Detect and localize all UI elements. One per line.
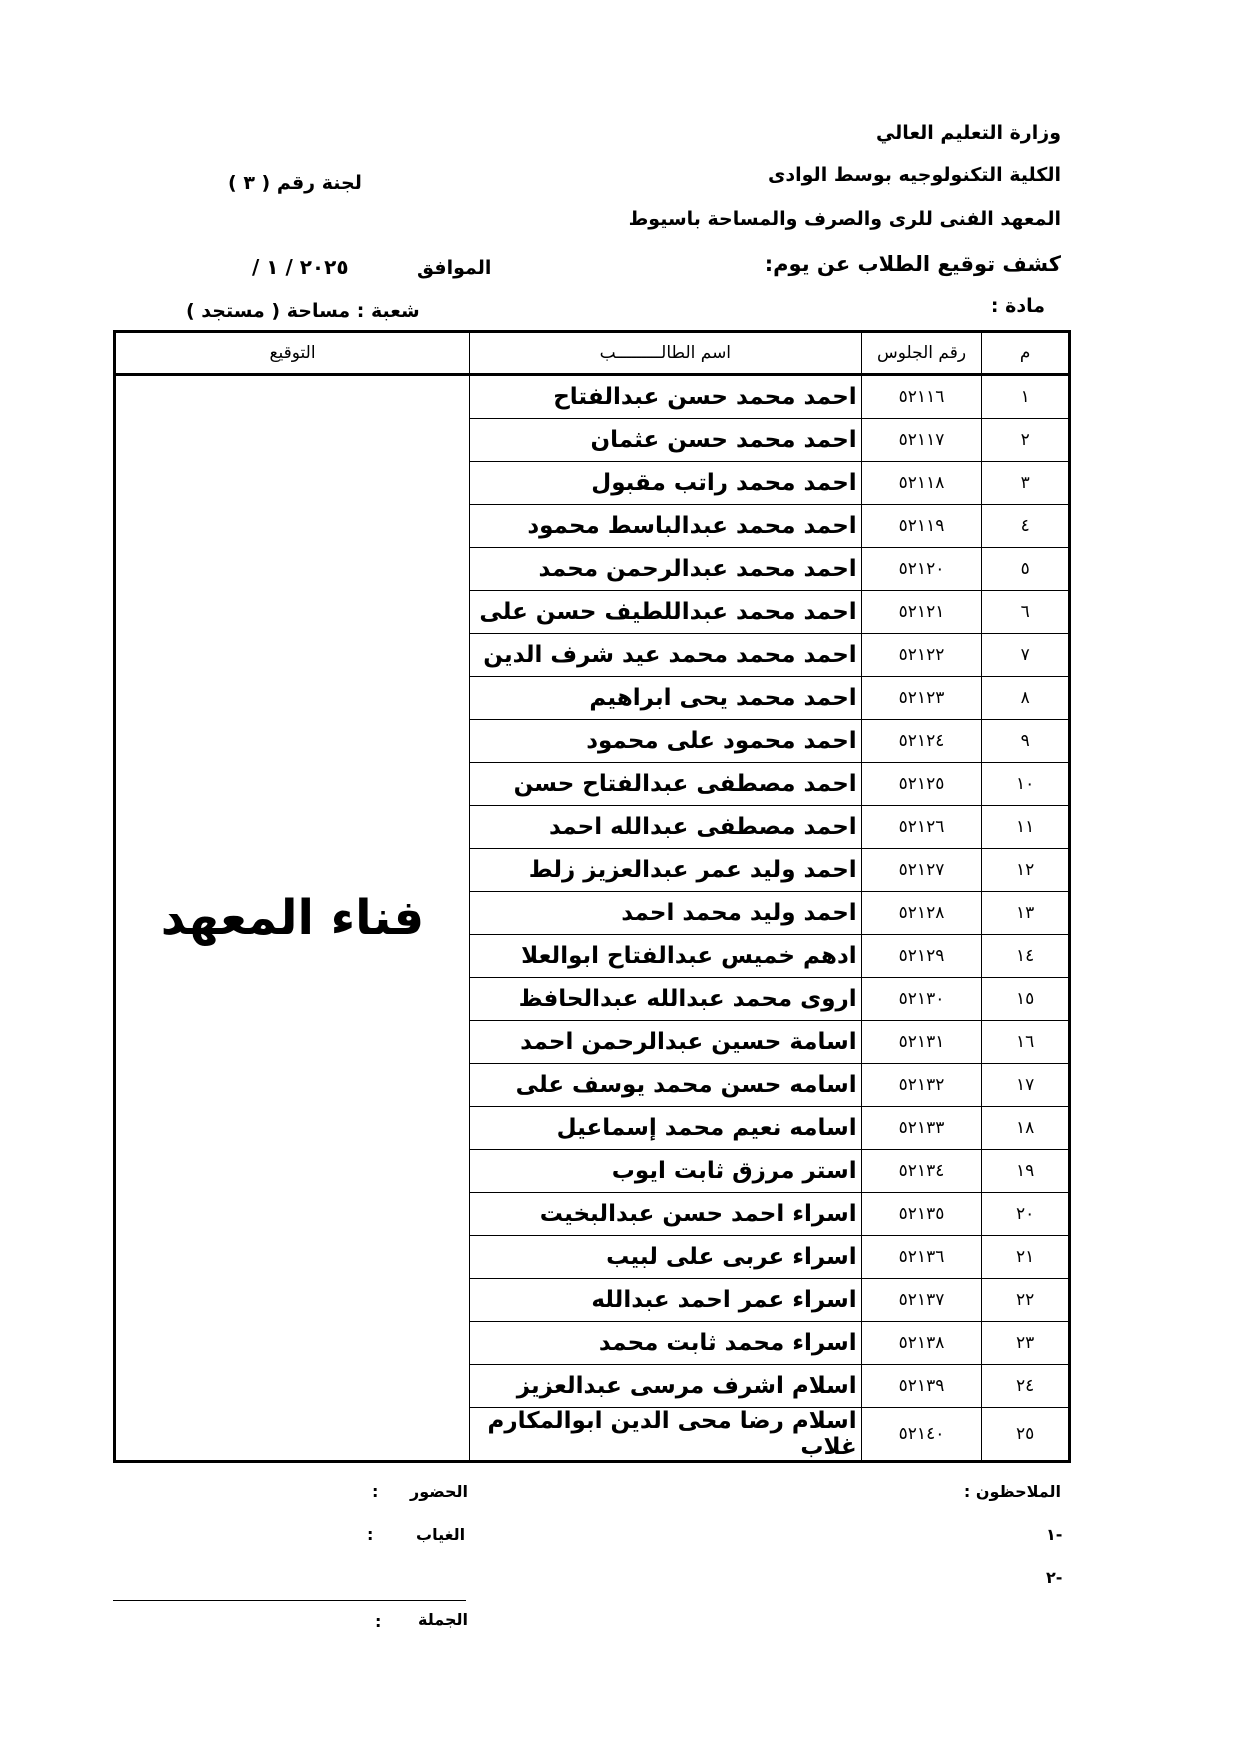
num-cell: ١٠	[982, 763, 1070, 806]
student-name-cell: اسراء احمد حسن عبدالبخيت	[470, 1193, 862, 1236]
column-header-student-name: اسم الطالـــــــــب	[470, 332, 862, 375]
num-cell: ٢٢	[982, 1279, 1070, 1322]
student-name-cell: احمد محمد محمد عيد شرف الدين	[470, 634, 862, 677]
seat-number-cell: ٥٢١٣٠	[861, 978, 982, 1021]
num-cell: ١	[982, 375, 1070, 419]
seat-number-cell: ٥٢١١٩	[861, 505, 982, 548]
num-cell: ٣	[982, 462, 1070, 505]
num-cell: ١٩	[982, 1150, 1070, 1193]
student-name-cell: اسامة حسين عبدالرحمن احمد	[470, 1021, 862, 1064]
student-name-cell: اسراء محمد ثابت محمد	[470, 1322, 862, 1365]
column-header-signature: التوقيع	[115, 332, 470, 375]
num-cell: ٦	[982, 591, 1070, 634]
student-name-cell: احمد محمد عبدالباسط محمود	[470, 505, 862, 548]
table-body	[115, 375, 1070, 1462]
table-row	[115, 375, 1070, 419]
total-colon: :	[375, 1612, 382, 1631]
num-cell: ٧	[982, 634, 1070, 677]
num-cell: ٢٣	[982, 1322, 1070, 1365]
seat-number-cell: ٥٢١٤٠	[861, 1408, 982, 1462]
student-name-cell: احمد محمد عبداللطيف حسن على	[470, 591, 862, 634]
seat-number-cell: ٥٢١٣١	[861, 1021, 982, 1064]
num-cell: ١٢	[982, 849, 1070, 892]
seat-number-cell: ٥٢١٢٤	[861, 720, 982, 763]
section-label: شعبة : مساحة ( مستجد )	[186, 300, 420, 322]
num-cell: ٨	[982, 677, 1070, 720]
sheet-title: كشف توقيع الطلاب عن يوم:	[764, 252, 1061, 276]
seat-number-cell: ٥٢١٢٢	[861, 634, 982, 677]
student-name-cell: احمد محمد حسن عثمان	[470, 419, 862, 462]
student-name-cell: اسراء عمر احمد عبدالله	[470, 1279, 862, 1322]
attendance-label: الحضور	[410, 1482, 469, 1501]
seat-number-cell: ٥٢١٣٢	[861, 1064, 982, 1107]
num-cell: ٥	[982, 548, 1070, 591]
seat-number-cell: ٥٢١٣٨	[861, 1322, 982, 1365]
seat-number-cell: ٥٢١١٨	[861, 462, 982, 505]
attendance-colon: :	[372, 1482, 379, 1501]
seat-number-cell: ٥٢١٣٥	[861, 1193, 982, 1236]
num-cell: ٩	[982, 720, 1070, 763]
student-name-cell: اروى محمد عبدالله عبدالحافظ	[470, 978, 862, 1021]
num-cell: ٢٥	[982, 1408, 1070, 1462]
seat-number-cell: ٥٢١٣٣	[861, 1107, 982, 1150]
ministry-name: وزارة التعليم العالي	[875, 122, 1061, 144]
seat-number-cell: ٥٢١٣٧	[861, 1279, 982, 1322]
college-name: الكلية التكنولوجيه بوسط الوادى	[767, 164, 1061, 186]
num-cell: ١٣	[982, 892, 1070, 935]
observer-line-2: ٢-	[1046, 1568, 1063, 1587]
num-cell: ٤	[982, 505, 1070, 548]
total-label: الجملة	[418, 1610, 468, 1629]
num-cell: ١١	[982, 806, 1070, 849]
num-cell: ١٥	[982, 978, 1070, 1021]
num-cell: ٢١	[982, 1236, 1070, 1279]
student-name-cell: احمد مصطفى عبدالفتاح حسن	[470, 763, 862, 806]
seat-number-cell: ٥٢١١٦	[861, 375, 982, 419]
num-cell: ٢٤	[982, 1365, 1070, 1408]
institute-name: المعهد الفنى للرى والصرف والمساحة باسيوط	[628, 208, 1061, 230]
signature-cell	[115, 375, 470, 1462]
signature-location-text: فناء المعهد	[160, 890, 425, 946]
corresponding-label: الموافق	[417, 257, 492, 279]
seat-number-cell: ٥٢١٣٤	[861, 1150, 982, 1193]
num-cell: ٢	[982, 419, 1070, 462]
seat-number-cell: ٥٢١٣٩	[861, 1365, 982, 1408]
committee-number: لجنة رقم ( ٣ )	[228, 172, 362, 194]
student-name-cell: احمد مصطفى عبدالله احمد	[470, 806, 862, 849]
seat-number-cell: ٥٢١٢١	[861, 591, 982, 634]
student-name-cell: استر مرزق ثابت ايوب	[470, 1150, 862, 1193]
student-name-cell: احمد محمود على محمود	[470, 720, 862, 763]
student-name-cell: احمد محمد حسن عبدالفتاح	[470, 375, 862, 419]
seat-number-cell: ٥٢١٢٨	[861, 892, 982, 935]
student-name-cell: اسامه حسن محمد يوسف على	[470, 1064, 862, 1107]
num-cell: ١٤	[982, 935, 1070, 978]
student-name-cell: اسامه نعيم محمد إسماعيل	[470, 1107, 862, 1150]
observers-label: الملاحظون :	[963, 1482, 1061, 1501]
student-name-cell: احمد وليد محمد احمد	[470, 892, 862, 935]
student-name-cell: احمد محمد يحى ابراهيم	[470, 677, 862, 720]
seat-number-cell: ٥٢١٢٩	[861, 935, 982, 978]
student-name-cell: ادهم خميس عبدالفتاح ابوالعلا	[470, 935, 862, 978]
student-name-cell: احمد محمد راتب مقبول	[470, 462, 862, 505]
student-name-cell: احمد محمد عبدالرحمن محمد	[470, 548, 862, 591]
student-name-cell: اسلام رضا محى الدين ابوالمكارم غلاب	[470, 1408, 862, 1462]
num-cell: ١٧	[982, 1064, 1070, 1107]
num-cell: ١٦	[982, 1021, 1070, 1064]
seat-number-cell: ٥٢١٢٦	[861, 806, 982, 849]
column-header-seat-number: رقم الجلوس	[861, 332, 982, 375]
subject-label: مادة :	[990, 295, 1045, 317]
sheet-date: / ١ / ٢٠٢٥	[252, 255, 349, 279]
table-header-row	[115, 332, 1070, 375]
student-name-cell: اسلام اشرف مرسى عبدالعزيز	[470, 1365, 862, 1408]
student-name-cell: اسراء عربى على لبيب	[470, 1236, 862, 1279]
num-cell: ٢٠	[982, 1193, 1070, 1236]
seat-number-cell: ٥٢١٣٦	[861, 1236, 982, 1279]
total-divider	[113, 1600, 466, 1601]
seat-number-cell: ٥٢١٢٧	[861, 849, 982, 892]
seat-number-cell: ٥٢١٢٥	[861, 763, 982, 806]
student-name-cell: احمد وليد عمر عبدالعزيز زلط	[470, 849, 862, 892]
observer-line-1: ١-	[1046, 1525, 1063, 1544]
absence-label: الغياب	[416, 1525, 466, 1544]
num-cell: ١٨	[982, 1107, 1070, 1150]
seat-number-cell: ٥٢١١٧	[861, 419, 982, 462]
attendance-table	[113, 330, 1071, 1463]
absence-colon: :	[367, 1525, 374, 1544]
column-header-number: م	[982, 332, 1070, 375]
seat-number-cell: ٥٢١٢٣	[861, 677, 982, 720]
seat-number-cell: ٥٢١٢٠	[861, 548, 982, 591]
